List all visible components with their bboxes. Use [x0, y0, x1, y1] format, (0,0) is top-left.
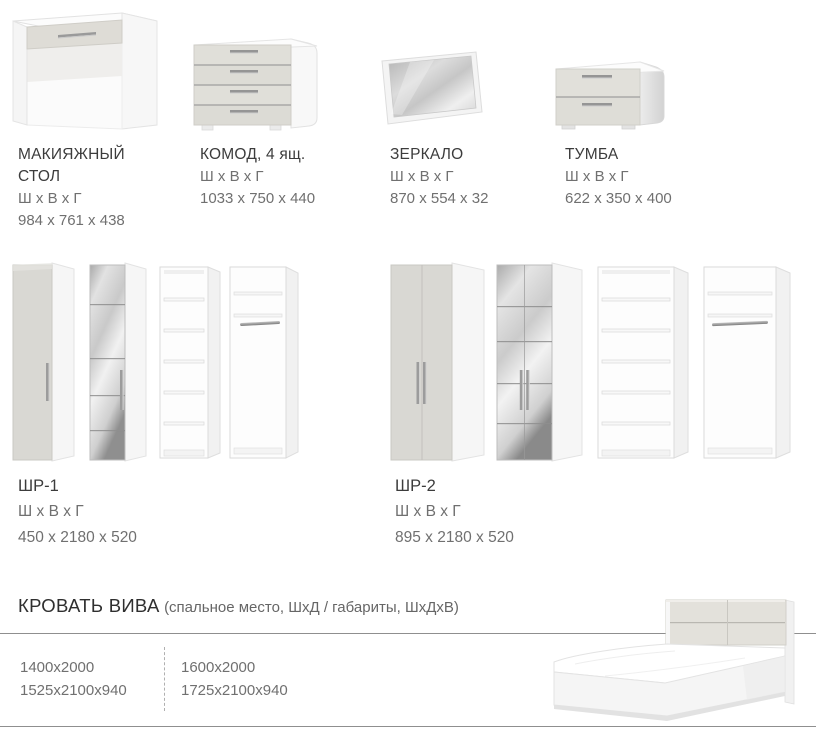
wardrobe-card-shr1: [18, 473, 218, 551]
wardrobe1-closed-image: [10, 262, 78, 462]
product-title: КОМОД, 4 ящ.: [200, 146, 306, 163]
product-dims-label: Ш х В х Г: [200, 168, 264, 185]
bed-heading: [18, 595, 459, 617]
product-dims-label: Ш х В х Г: [18, 190, 82, 207]
wardrobe1-shelves-image: [158, 262, 222, 462]
product-dims-label: Ш х В х Г: [565, 168, 629, 185]
product-card-nightstand: [565, 144, 737, 210]
product-title: МАКИЯЖНЫЙ СТОЛ: [18, 146, 125, 185]
dresser-image: [190, 36, 320, 133]
product-card-makeup-table: [18, 144, 190, 232]
wardrobe1-mirror-image: [87, 262, 149, 462]
bed-title: КРОВАТЬ ВИВА: [18, 595, 160, 616]
product-dims: 1033 х 750 х 440: [200, 190, 316, 207]
bed-overall-size: 1725x2100x940: [181, 682, 288, 699]
wardrobe-title: ШР-1: [18, 477, 59, 495]
bed-overall-size: 1525x2100x940: [20, 682, 127, 699]
product-card-dresser: [200, 144, 372, 210]
wardrobe2-mirror-image: [494, 262, 586, 462]
wardrobe-title: ШР-2: [395, 477, 436, 495]
mirror-image: [378, 49, 486, 127]
makeup-table-image: [8, 4, 158, 132]
product-dims-label: Ш х В х Г: [390, 168, 454, 185]
product-title: ЗЕРКАЛО: [390, 146, 464, 163]
wardrobe-dims: 450 х 2180 х 520: [18, 529, 137, 546]
product-card-mirror: [390, 144, 562, 210]
bed-image: [545, 592, 795, 727]
wardrobe2-rod-image: [702, 262, 794, 462]
bed-sleeping-size: 1600x2000: [181, 659, 256, 676]
bed-sleeping-size: 1400x2000: [20, 659, 95, 676]
nightstand-image: [552, 59, 670, 131]
product-dims: 984 х 761 х 438: [18, 212, 125, 229]
wardrobe-dims: 895 х 2180 х 520: [395, 529, 514, 546]
wardrobe1-rod-image: [228, 262, 300, 462]
product-dims: 870 х 554 х 32: [390, 190, 489, 207]
wardrobe2-shelves-image: [596, 262, 692, 462]
dashed-divider: [164, 647, 165, 711]
bed-option-1: [20, 656, 127, 702]
wardrobe-card-shr2: [395, 473, 595, 551]
wardrobe2-closed-image: [388, 262, 488, 462]
product-dims: 622 х 350 х 400: [565, 190, 672, 207]
bed-subtitle: (спальное место, ШхД / габариты, ШхДхВ): [164, 599, 459, 616]
wardrobe-dims-label: Ш х В х Г: [18, 503, 84, 520]
wardrobe-dims-label: Ш х В х Г: [395, 503, 461, 520]
bed-option-2: [181, 656, 288, 702]
product-title: ТУМБА: [565, 146, 619, 163]
